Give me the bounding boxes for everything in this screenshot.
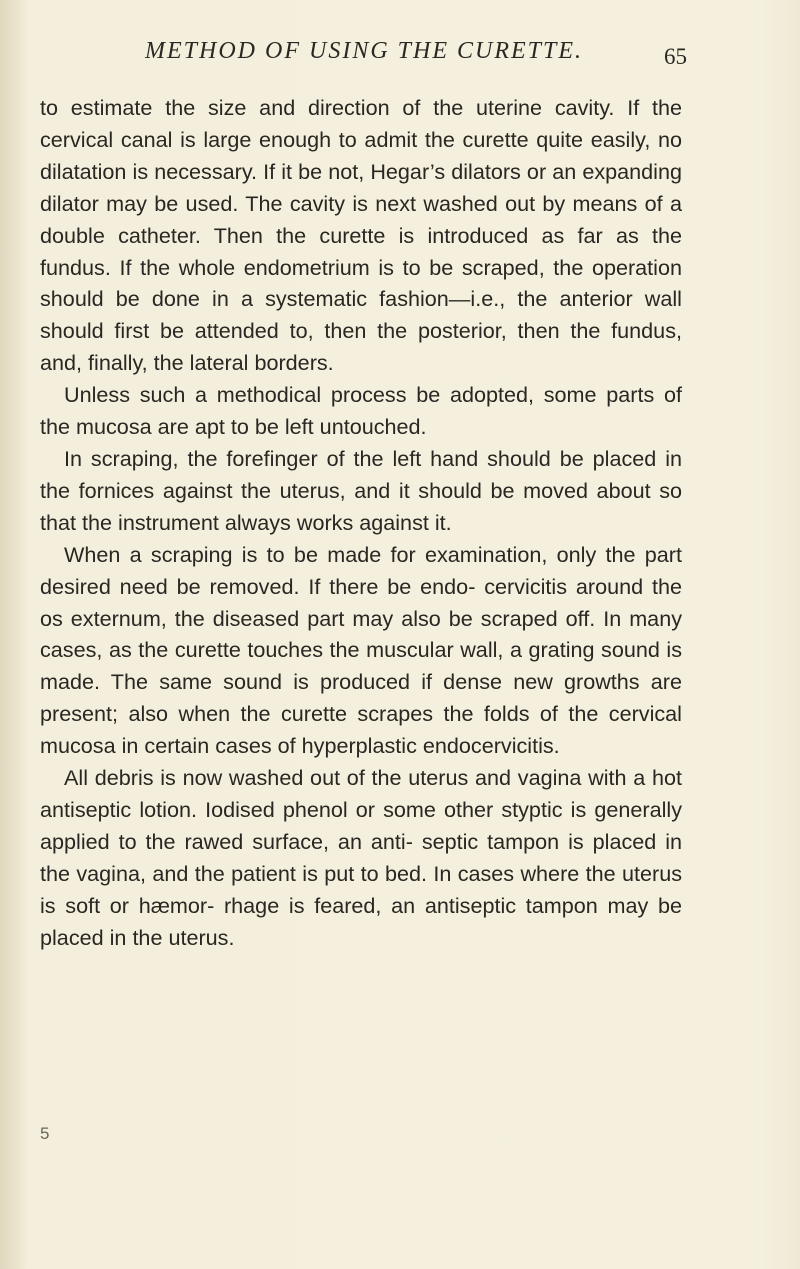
paragraph-5: All debris is now washed out of the uterus and vagina with a hot antiseptic lotion. Iodised phenol or some other styptic is generally applied to the rawed surface, an anti- septic tampon is placed in the vagina, and the patient is put to bed. In cases where the uterus is soft or hæmor- rhage is feared, an antiseptic tampon may be placed in the uterus. (40, 765, 682, 950)
page-number: 65 (664, 44, 687, 69)
paragraph-1: to estimate the size and direction of the uterine cavity. If the cervical canal is large enough to admit the curette quite easily, no dilatation is necessary. If it be not, Hegar’s dilators or an expanding dilator may be used. The cavity is next washed out by means of a double catheter. Then the curette is introduced as far as the fundus. If the whole endometrium is to be scraped, the operation should be done in a systematic fashion—i.e., the anterior wall should first be attended to, then the posterior, then the fundus, and, finally, the lateral borders. (40, 95, 682, 376)
paragraph-4: When a scraping is to be made for examination, only the part desired need be removed. If there be endo- cervicitis around the os externum, the diseased part may also be scraped off. In many cases, as the curette touches the muscular wall, a grating sound is made. The same sound is produced if dense new growths are present; also when the curette scrapes the folds of the cervical mucosa in certain cases of hyperplastic endocervicitis. (40, 541, 682, 759)
running-title: METHOD OF USING THE CURETTE. (145, 38, 584, 64)
paragraph-3: In scraping, the forefinger of the left hand should be placed in the fornices against the uterus, and it should be moved about so that the instrument always works against it. (40, 445, 682, 535)
paragraph-2: Unless such a methodical process be adopted, some parts of the mucosa are apt to be left untouched. (40, 382, 682, 440)
signature-mark: 5 (40, 1124, 50, 1143)
body-text (40, 92, 682, 953)
gutter-shadow (0, 0, 28, 1269)
